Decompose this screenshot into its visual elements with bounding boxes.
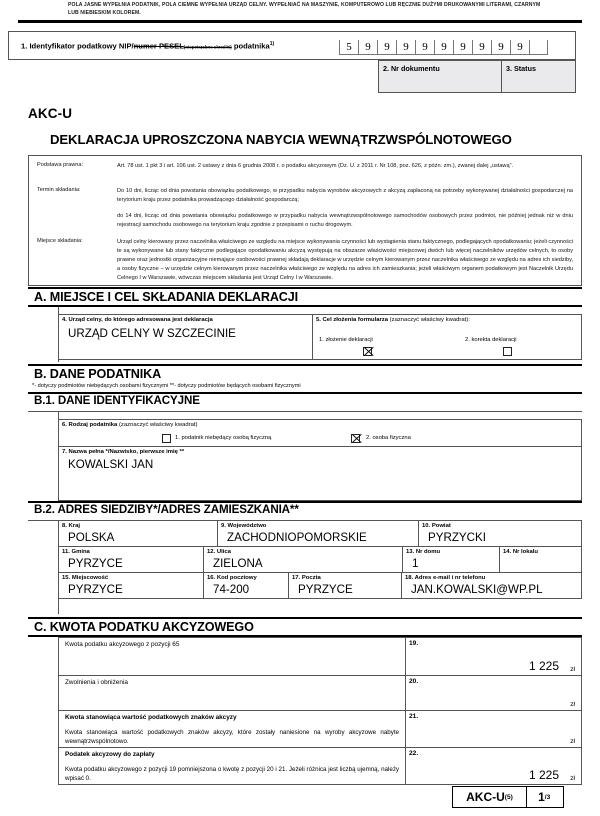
- field-17-post-office[interactable]: [288, 572, 402, 599]
- field-11-label: 11. Gmina: [62, 549, 90, 555]
- field-6-label: [62, 422, 198, 428]
- field-status[interactable]: [501, 60, 576, 93]
- nip-digit[interactable]: 9: [358, 40, 377, 55]
- field-5-label-bold: 5. Cel złożenia formularza: [316, 317, 390, 323]
- nip-digit[interactable]: 9: [491, 40, 510, 55]
- row-19-title: Kwota podatku akcyzowego z pozycji 65: [65, 641, 180, 648]
- section-b-header: B. DANE PODATNIKA: [28, 364, 582, 382]
- row-19-currency: zł: [570, 666, 575, 673]
- field-8-label: 8. Kraj: [62, 523, 81, 529]
- field-10-value: PYRZYCKI: [428, 531, 486, 544]
- field-16-value: 74-200: [213, 583, 250, 596]
- section-a-header: A. MIEJSCE I CEL SKŁADANIA DEKLARACJI: [28, 287, 582, 307]
- legal-deadline-label: Termin składania:: [37, 187, 81, 193]
- nip-digit[interactable]: 9: [472, 40, 491, 55]
- identifier-label-paren: (niepotrzebne skreślić): [183, 44, 232, 50]
- row-19-description: [59, 638, 406, 675]
- field-5-purpose: [312, 314, 582, 360]
- footer-page-number: [527, 787, 561, 807]
- field-4-value: URZĄD CELNY W SZCZECINIE: [68, 327, 236, 340]
- field-11-commune[interactable]: [58, 546, 204, 573]
- field-18-value: JAN.KOWALSKI@WP.PL: [411, 583, 543, 596]
- row-21-currency: zł: [570, 738, 575, 745]
- field-12-label: 12. Ulica: [207, 549, 231, 555]
- row-20-description: [59, 676, 406, 710]
- nip-digit[interactable]: 5: [339, 40, 358, 55]
- field-13-house-number[interactable]: [402, 546, 500, 573]
- section-b2-header: B.2. ADRES SIEDZIBY*/ADRES ZAMIESZKANIA**: [34, 503, 299, 516]
- field-12-value: ZIELONA: [213, 557, 263, 570]
- field-15-label: 15. Miejscowość: [62, 575, 109, 581]
- row-22-description: [59, 748, 406, 784]
- top-instruction-text: POLA JASNE WYPEŁNIA PODATNIK, POLA CIEMNE WYPEŁNIA URZĄD CELNY. WYPEŁNIAĆ NA MASZYNIE, KOMPUTEROWO LUB RĘCZNIE DUŻYMI DRUKOWANYMI LITERAMI, CZARNYM LUB NIEBIESKIM KOLOREM.: [68, 2, 541, 16]
- identifier-label-prefix: 1. Identyfikator podatkowy NIP/: [21, 41, 134, 51]
- field-13-value: 1: [412, 557, 419, 570]
- field-4-customs-office[interactable]: [58, 314, 313, 360]
- row-22-amount[interactable]: 1 225: [528, 768, 559, 782]
- row-21-description: [59, 711, 406, 747]
- field-9-label: 9. Województwo: [221, 523, 267, 529]
- field-7-full-name[interactable]: [58, 446, 582, 501]
- row-20-title: Zwolnienia i obniżenia: [65, 679, 128, 686]
- field-5-option-2-checkbox[interactable]: [503, 347, 512, 356]
- field-14-apartment-number[interactable]: [499, 546, 582, 573]
- form-code: AKC-U: [28, 106, 73, 121]
- field-8-country[interactable]: [58, 520, 218, 547]
- row-20-currency: zł: [570, 701, 575, 708]
- field-5-label: [316, 317, 470, 323]
- field-10-county[interactable]: [418, 520, 582, 547]
- field-6-option-1-label: 1. podatnik niebędący osobą fizyczną: [175, 435, 272, 441]
- field-8-value: POLSKA: [68, 531, 115, 544]
- nip-digit[interactable]: [529, 40, 548, 55]
- header-divider: [18, 20, 582, 23]
- row-19-amount[interactable]: 1 225: [528, 659, 559, 673]
- footer-page-current: 1: [538, 790, 545, 804]
- footer-page-total: /3: [544, 793, 551, 801]
- field-12-street[interactable]: [203, 546, 403, 573]
- table-row: [58, 676, 582, 711]
- field-13-label: 13. Nr domu: [406, 549, 441, 555]
- field-4-label: 4. Urząd celny, do którego adresowana jest deklaracja: [62, 317, 213, 323]
- field-6-option-2-label: 2. osoba fizyczna: [366, 435, 411, 441]
- field-5-label-note: (zaznaczyć właściwy kwadrat):: [389, 317, 470, 323]
- nip-digit[interactable]: 9: [453, 40, 472, 55]
- identifier-label-footnote: 1): [269, 41, 275, 47]
- field-9-value: ZACHODNIOPOMORSKIE: [227, 531, 367, 544]
- table-row: [58, 711, 582, 748]
- section-c-header: C. KWOTA PODATKU AKCYZOWEGO: [28, 617, 582, 637]
- field-6-option-2-checkbox[interactable]: [351, 434, 360, 443]
- field-status-label: 3. Status: [506, 64, 536, 73]
- page-title: DEKLARACJA UPROSZCZONA NABYCIA WEWNĄTRZWSPÓLNOTOWEGO: [50, 132, 512, 147]
- field-5-option-2-label: 2. korekta deklaracji: [465, 337, 517, 343]
- identifier-label-struck: numer PESEL: [133, 41, 184, 51]
- row-22-currency: zł: [570, 775, 575, 782]
- row-22-number: 22.: [409, 750, 419, 757]
- field-11-value: PYRZYCE: [68, 557, 123, 570]
- nip-digit[interactable]: 9: [434, 40, 453, 55]
- nip-digit[interactable]: 9: [396, 40, 415, 55]
- field-17-label: 17. Poczta: [292, 575, 321, 581]
- field-nr-dokumentu[interactable]: [378, 60, 502, 93]
- footer-form-version: (5): [504, 793, 513, 801]
- legal-basis-label: Podstawa prawna:: [37, 162, 84, 168]
- nip-digit[interactable]: 9: [415, 40, 434, 55]
- field-18-label: 18. Adres e-mail i nr telefonu: [405, 575, 486, 581]
- identifier-box: [8, 31, 576, 60]
- field-10-label: 10. Powiat: [422, 523, 451, 529]
- footer-form-code: [453, 787, 527, 807]
- field-18-email-phone[interactable]: [401, 572, 582, 599]
- section-b1-divider: [28, 411, 582, 412]
- row-21-title: Kwota stanowiąca wartość podatkowych znaków akcyzy: [65, 714, 237, 721]
- table-row: [58, 748, 582, 785]
- field-16-label: 16. Kod pocztowy: [207, 575, 257, 581]
- field-15-city[interactable]: [58, 572, 204, 599]
- identifier-label-suffix: podatnika: [231, 41, 270, 51]
- legal-place-text: Urząd celny kierowany przez naczelnika właściwego ze względu na miejsce wykonywania czynności lub wystąpienia stanu faktycznego, podlegających opodatkowaniu; jeżeli czynności te są wykonywane lub stany faktyczne podlegające opodatkowaniu akcyzą występują na obszarze właściwości miejscowej dwóch lub więcej naczelników urzędów celnych, to osoby prawne oraz jednostki organizacyjne niemające osobowości prawnej składają deklaracje w urzędzie celnym kierowanym przez naczelnika właściwego ze względu na adres ich siedziby, a osoby fizyczne – w urzędzie celnym kierowanym przez naczelnika właściwego ze względu na adres ich zamieszkania; jeżeli właściwym organem podatkowym jest Naczelnik Urzędu Celnego I w Warszawie, wówczas miejscem składania jest Urząd Celny I w Warszawie.: [117, 239, 573, 282]
- row-22-subtitle: Kwota podatku akcyzowego z pozycji 19 pomniejszona o kwotę z pozycji 20 i 21. Jeżeli różnica jest liczbą ujemną, należy wpisać 0.: [65, 766, 399, 783]
- document-row: [8, 60, 576, 93]
- field-6-label-bold: 6. Rodzaj podatnika: [62, 422, 119, 428]
- legal-basis-text: Art. 78 ust. 1 pkt 3 i art. 106 ust. 2 ustawy z dnia 6 grudnia 2008 r. o podatku akcyzowym (Dz. U. z 2011 r. Nr 108, poz. 626, z późn. zm.), zwanej dalej „ustawą”.: [117, 163, 514, 169]
- field-6-option-1-checkbox[interactable]: [162, 434, 171, 443]
- field-5-option-1-label: 1. złożenie deklaracji: [319, 337, 373, 343]
- row-22-title: Podatek akcyzowy do zapłaty: [65, 751, 155, 758]
- field-17-value: PYRZYCE: [298, 583, 353, 596]
- row-21-subtitle: Kwota stanowiąca wartość podatkowych znaków akcyzy, które zostały naniesione na wyroby akcyzowe nabyte wewnątrzwspólnotowo.: [65, 729, 399, 746]
- form-footer: [452, 786, 564, 808]
- field-14-label: 14. Nr lokalu: [503, 549, 539, 555]
- legal-deadline-text-2: do 14 dni, licząc od dnia powstania obowiązku podatkowego w przypadku nabycia wewnątrzwspólnotowego samochodów osobowych przez podmiot, nie później jednak niż w dniu rejestracji samochodu osobowego na terytorium kraju zgodnie z przepisami o ruchu drogowym.: [117, 213, 573, 229]
- identifier-label: [21, 41, 274, 51]
- nip-digit[interactable]: 9: [510, 40, 529, 55]
- legal-panel: [28, 155, 582, 286]
- legal-place-label: Miejsce składania:: [37, 238, 83, 244]
- field-5-option-1-checkbox[interactable]: [363, 347, 372, 356]
- field-9-voivodeship[interactable]: [217, 520, 419, 547]
- field-7-label: 7. Nazwa pełna */Nazwisko, pierwsze imię **: [62, 449, 185, 455]
- nip-input[interactable]: [339, 40, 548, 55]
- field-16-postal-code[interactable]: [203, 572, 289, 599]
- nip-digit[interactable]: 9: [377, 40, 396, 55]
- row-21-number: 21.: [409, 713, 419, 720]
- field-15-value: PYRZYCE: [68, 583, 123, 596]
- footer-form-code-text: AKC-U: [466, 790, 505, 804]
- field-6-label-note: (zaznaczyć właściwy kwadrat): [118, 422, 198, 428]
- section-b1-header: B.1. DANE IDENTYFIKACYJNE: [34, 394, 200, 407]
- field-6-taxpayer-type: [58, 419, 582, 446]
- row-19-number: 19.: [409, 640, 419, 647]
- field-7-value: KOWALSKI JAN: [68, 458, 154, 471]
- field-nr-dokumentu-label: 2. Nr dokumentu: [383, 64, 440, 73]
- table-row: [58, 637, 582, 676]
- legal-deadline-text-1: Do 10 dni, licząc od dnia powstania obowiązku podatkowego, w przypadku nabycia wyrobów akcyzowych z akcyzą zapłaconą na potrzeby wykonywanej działalności gospodarczej na terytorium kraju przez podatnika prowadzącego działalność gospodarczą;: [117, 188, 573, 204]
- row-20-number: 20.: [409, 678, 419, 685]
- section-b-note: *- dotyczy podmiotów niebędących osobami fizycznymi **- dotyczy podmiotów będących osobami fizycznymi: [32, 383, 301, 389]
